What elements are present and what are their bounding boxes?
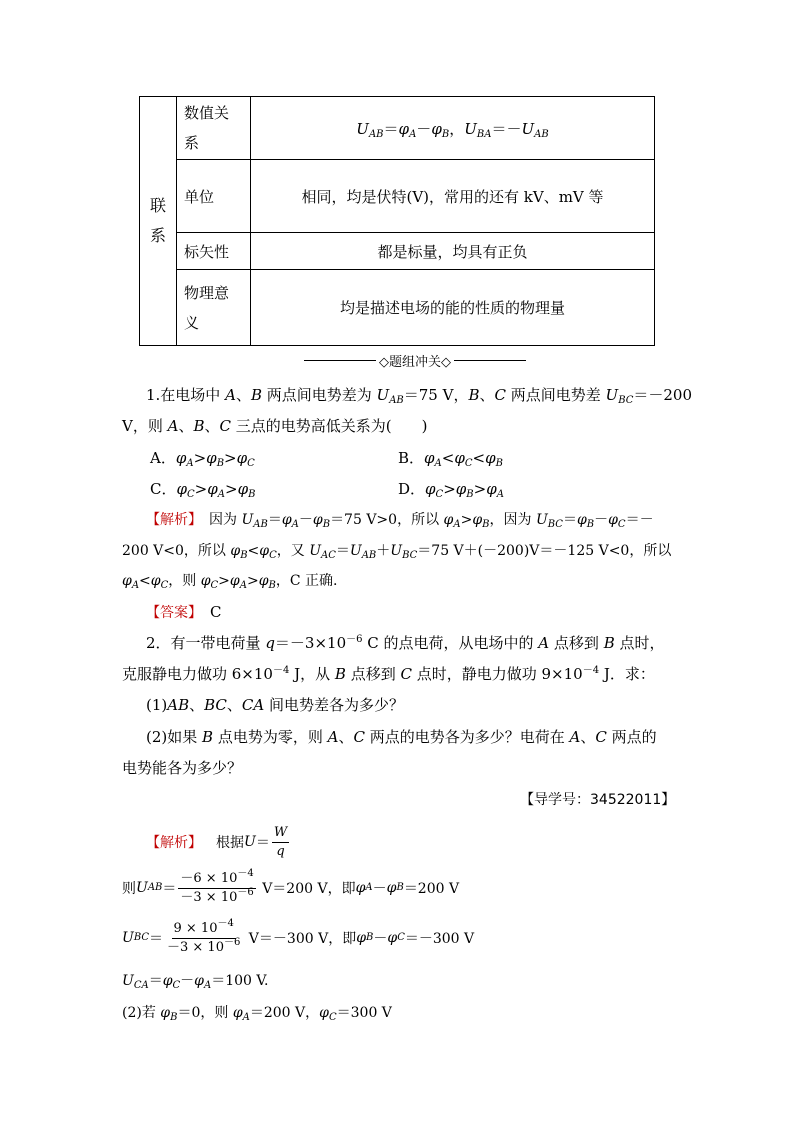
q2-step4: (2)若 $\varphi_B=0$，则 $\varphi_A=200$ V，$\varphi_C=300$ V [122,1005,392,1023]
q2-stem-line1: 2．有一带电荷量 $q=-3\times 10^{-6}$ C 的点电荷，从电场中的 A 点移到 B 点时， [146,634,665,652]
q1-analysis-tag: 【解析】 [146,512,195,528]
table-row-content-scalar: 都是标量，均具有正负 [377,242,528,261]
q2-stem-line2: 克服静电力做功 $6\times 10^{-4}$ J，从 B 点移到 C 点时，静电力做功 $9\times 10^{-4}$ J．求： [122,665,655,683]
q2-analysis-tag: 【解析】 [146,835,202,851]
q2-step3: $U_{CA}=\varphi_C-\varphi_A=100$ V. [122,973,269,991]
q1-option-c: C．$\varphi_C>\varphi_A>\varphi_B$ [150,480,256,500]
q2-analysis-intro: 【解析】 根据 U ＝ $\frac{W}{q}$ [146,824,288,859]
section-heading: ◇题组冲关◇ [304,350,526,370]
q1-analysis-line3: $\varphi_A<\varphi_C$，则 $\varphi_C>\varphi_A>\varphi_B$，C 正确. [122,573,338,591]
table-row-content-physical-meaning: 均是描述电场的能的性质的物理量 [339,299,565,317]
q1-option-d: D．$\varphi_C>\varphi_B>\varphi_A$ [398,480,504,500]
q2-sub2-line2: 电势能各为多少？ [122,759,243,777]
q1-option-a: A．$\varphi_A>\varphi_B>\varphi_C$ [150,449,255,469]
q2-reference-number: 【导学号：34522011】 [520,792,676,808]
q2-step1: 则 U AB ＝ $\frac{-6 \times 10^{-4}}{-3 \times 10^{-6}}$ V＝200 V，即 φ A － φ B ＝200 V [122,867,460,905]
q1-stem-line1: 1.在电场中 A、B 两点间电势差为 $U_{AB}=75$ V，B、C 两点间电势差 $U_{BC}=-200$ [146,386,693,406]
q1-option-b: B．$\varphi_A<\varphi_C<\varphi_B$ [398,449,503,469]
table-row-label-scalar: 标矢性 [184,242,230,261]
q1-answer-tag: 【答案】 [146,605,195,621]
table-row-label-value-relation: 数值关 系 [184,104,230,152]
table-group-label: 联 系 [149,196,166,245]
table-row-label-unit: 单位 [184,187,215,206]
q2-step2: U BC ＝ $\frac{9 \times 10^{-4}}{-3 \times 10^{-6}}$ V＝－300 V，即 φ B － φ C ＝－300 V [122,917,475,955]
q2-sub2-line1: (2)如果 B 点电势为零，则 A、C 两点的电势各为多少？电荷在 A、C 两点的 [146,728,657,746]
q1-analysis-line1: 【解析】 因为 $U_{AB}=\varphi_A-\varphi_B=75$ V>0，所以 $\varphi_A>\varphi_B$，因为 $U_{BC}=\varphi_B-\varphi_C=-$ [146,512,654,530]
comparison-table [139,96,655,346]
q1-stem-line2: V，则 A、B、C 三点的电势高低关系为( ) [122,417,428,435]
q1-analysis-line2: 200 V<0，所以 $\varphi_B<\varphi_C$，又 $U_{AC}=U_{AB}+U_{BC}=75$ V＋(－200)V＝－125 V<0，所以 [122,543,672,561]
q1-answer-value: C [210,603,222,621]
table-row-content-value-relation: $U_{AB}=\varphi_A-\varphi_B$，$U_{BA}=-U_{AB}$ [356,119,549,140]
q2-sub1: (1)AB、BC、CA 间电势差各为多少？ [146,696,405,714]
q1-answer [146,601,222,622]
table-row-label-physical-meaning: 物理意 义 [184,283,230,332]
table-row-content-unit: 相同，均是伏特(V)，常用的还有 kV、mV 等 [301,187,604,206]
